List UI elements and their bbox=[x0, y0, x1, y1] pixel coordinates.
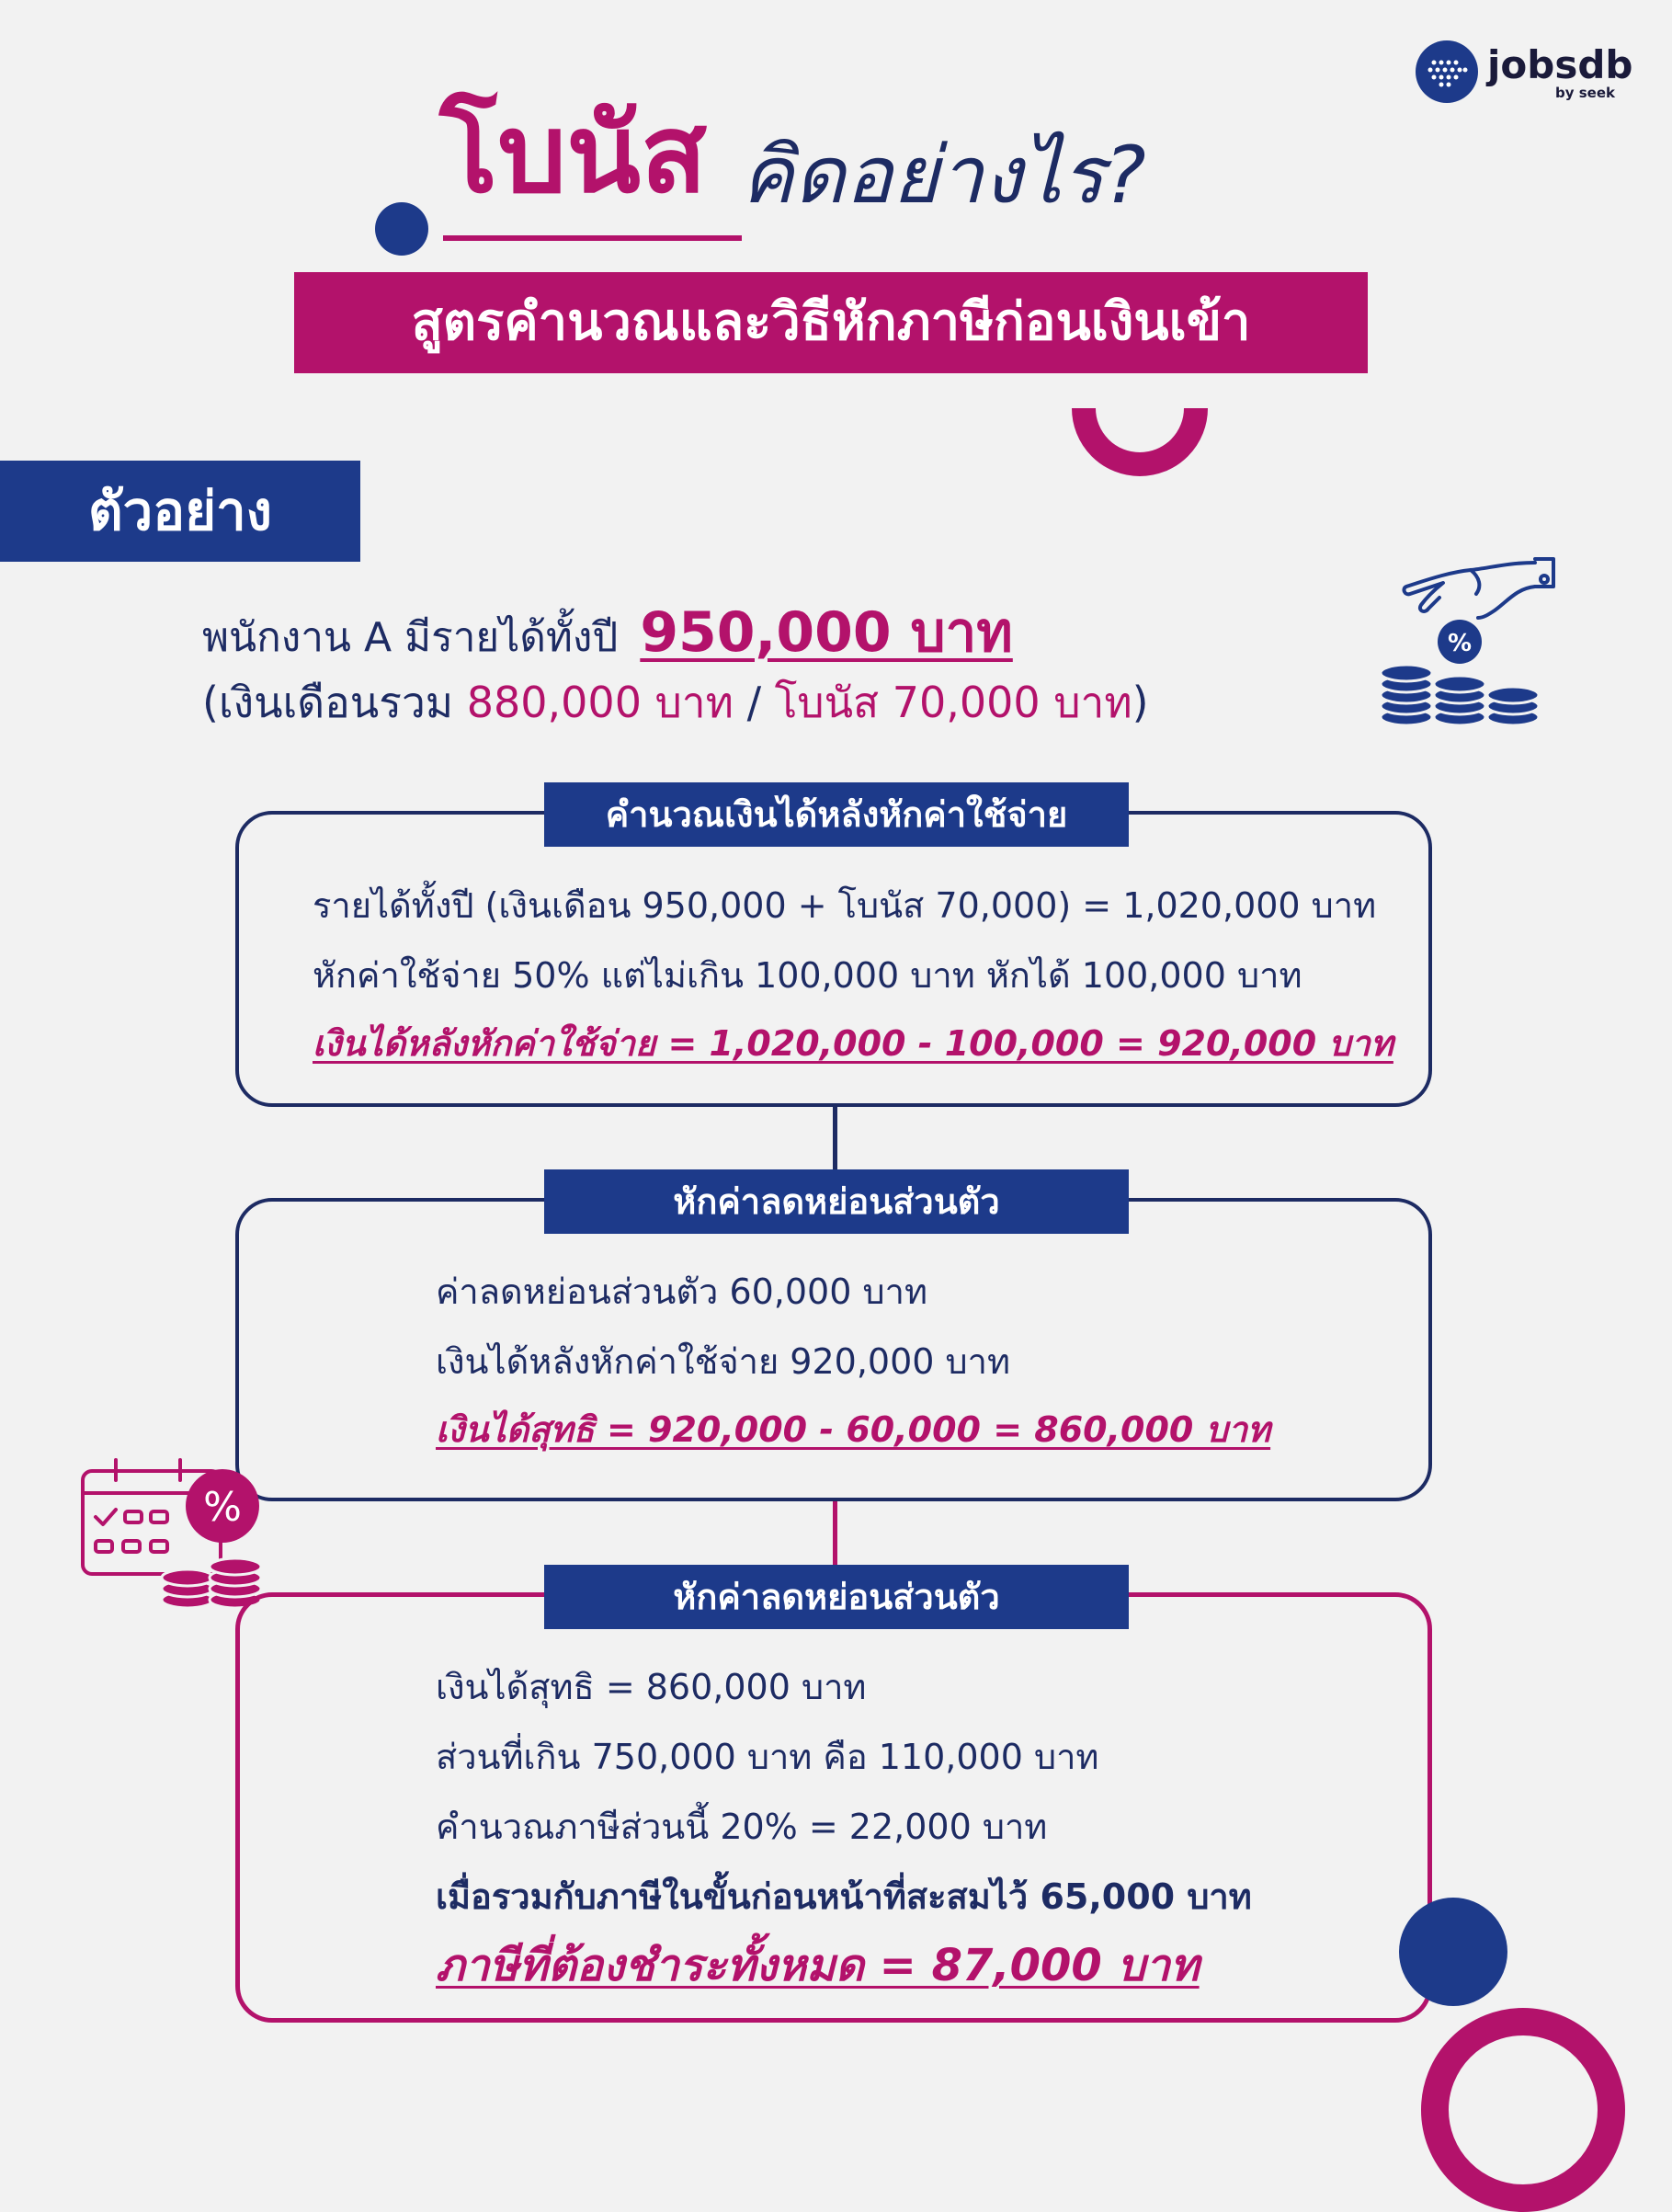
jobsdb-logo bbox=[1416, 37, 1633, 110]
example-tab-label: ตัวอย่าง bbox=[88, 480, 272, 542]
annual-income-amount: 950,000 บาท bbox=[640, 600, 1013, 665]
intro-open: (เงินเดือนรวม bbox=[202, 678, 454, 727]
calendar-percent-icon bbox=[79, 1453, 263, 1614]
salary-amount: 880,000 บาท bbox=[466, 678, 734, 727]
brand-name: jobsdb bbox=[1487, 42, 1633, 87]
step-2-line-2: เงินได้หลังหักค่าใช้จ่าย 920,000 บาท bbox=[436, 1341, 1011, 1382]
hand-coin-percent-icon bbox=[1379, 550, 1572, 730]
step-2-result: เงินได้สุทธิ = 920,000 - 60,000 = 860,000 บาท bbox=[436, 1409, 1271, 1450]
intro-line-1 bbox=[202, 588, 1013, 676]
decorative-dot bbox=[1399, 1898, 1507, 2006]
step-3-line-4: เมื่อรวมกับภาษีในขั้นก่อนหน้าที่สะสมไว้ 65,000 บาท bbox=[436, 1876, 1252, 1917]
step-1-line-2: หักค่าใช้จ่าย 50% แต่ไม่เกิน 100,000 บาท หักได้ 100,000 บาท bbox=[313, 955, 1302, 996]
intro-prefix: พนักงาน A มีรายได้ทั้งปี bbox=[202, 614, 619, 661]
step-2-header: หักค่าลดหย่อนส่วนตัว bbox=[544, 1169, 1129, 1234]
svg-text:%: % bbox=[203, 1484, 242, 1531]
title-underline bbox=[443, 235, 742, 241]
step-3-header: หักค่าลดหย่อนส่วนตัว bbox=[544, 1565, 1129, 1629]
intro-separator: / bbox=[746, 678, 762, 727]
intro-close: ) bbox=[1132, 678, 1149, 727]
step-1-result: เงินได้หลังหักค่าใช้จ่าย = 1,020,000 - 100,000 = 920,000 บาท bbox=[313, 1023, 1393, 1064]
step-3-line-1: เงินได้สุทธิ = 860,000 บาท bbox=[436, 1667, 867, 1707]
step-3-line-3: คำนวณภาษีส่วนนี้ 20% = 22,000 บาท bbox=[436, 1807, 1048, 1847]
title-rest: คิดอย่างไร? bbox=[741, 130, 1146, 222]
total-tax-result: ภาษีที่ต้องชำระทั้งหมด = 87,000 บาท bbox=[436, 1940, 1200, 1991]
step-3-line-2: ส่วนที่เกิน 750,000 บาท คือ 110,000 บาท bbox=[436, 1737, 1099, 1777]
step-1-header: คำนวณเงินได้หลังหักค่าใช้จ่าย bbox=[544, 782, 1129, 847]
title-highlight: โบนัส bbox=[439, 90, 707, 217]
bonus-amount: โบนัส 70,000 บาท bbox=[774, 678, 1132, 727]
svg-text:%: % bbox=[1447, 630, 1473, 657]
subtitle: สูตรคำนวณและวิธีหักภาษีก่อนเงินเข้า bbox=[411, 292, 1251, 352]
decorative-dot bbox=[375, 202, 428, 256]
jobsdb-logo-icon bbox=[1416, 40, 1478, 103]
intro-line-2 bbox=[202, 669, 1149, 736]
decorative-ring bbox=[1421, 2008, 1625, 2212]
brand-tagline: by seek bbox=[1555, 85, 1615, 101]
step-2-line-1: ค่าลดหย่อนส่วนตัว 60,000 บาท bbox=[436, 1271, 927, 1312]
step-1-line-1: รายได้ทั้งปี (เงินเดือน 950,000 + โบนัส 70,000) = 1,020,000 บาท bbox=[313, 885, 1377, 926]
